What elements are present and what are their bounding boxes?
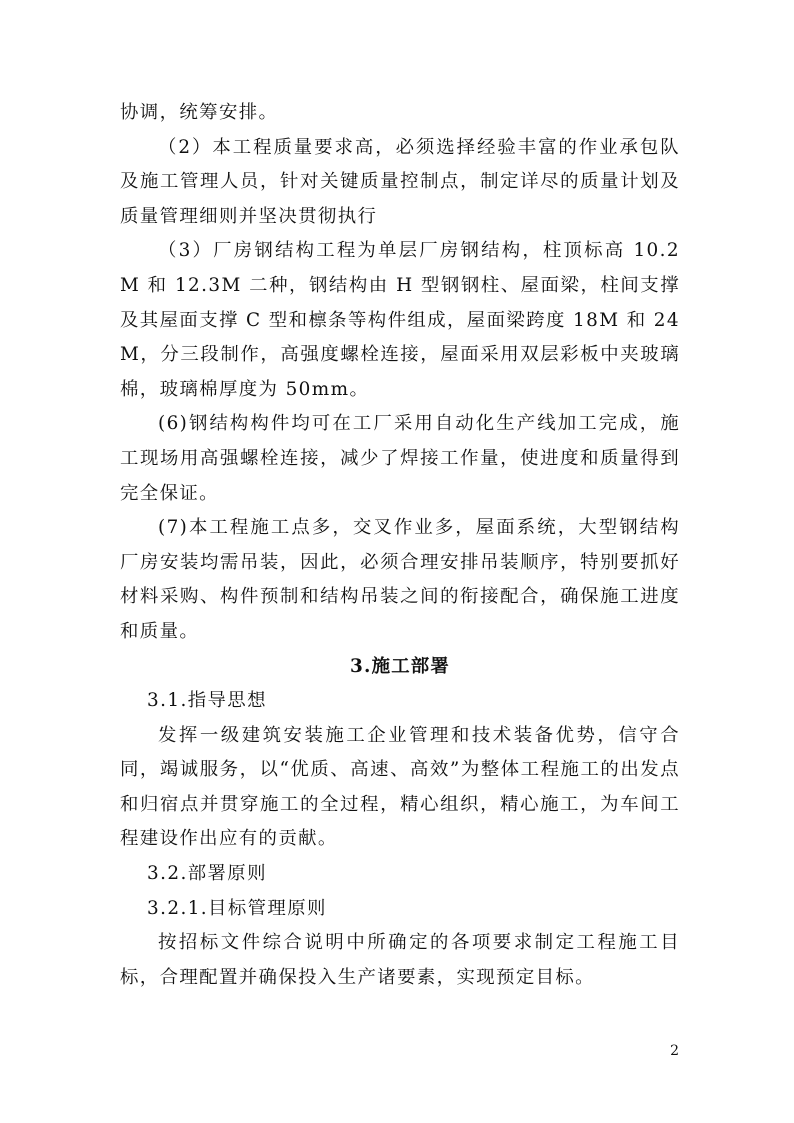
- section-title: 3.施工部署: [350, 655, 450, 677]
- paragraph-item-2: （2）本工程质量要求高，必须选择经验丰富的作业承包队及施工管理人员，针对关键质量控制点，制定详尽的质量计划及质量管理细则并坚决贯彻执行: [120, 136, 680, 227]
- paragraph-item-6: (6)钢结构构件均可在工厂采用自动化生产线加工完成，施工现场用高强螺栓连接，减少了焊接工作量，使进度和质量得到完全保证。: [120, 413, 680, 504]
- paragraph-item-7: (7)本工程施工点多，交叉作业多，屋面系统，大型钢结构厂房安装均需吊装，因此，必须合理安排吊装顺序，特别要抓好材料采购、构件预制和结构吊装之间的衔接配合，确保施工进度和质量。: [120, 517, 680, 642]
- page-number: 2: [670, 1043, 679, 1059]
- target-management-paragraph: 按招标文件综合说明中所确定的各项要求制定工程施工目标，合理配置并确保投入生产诸要素，实现预定目标。: [120, 932, 680, 988]
- paragraph-continuation: 协调，统筹安排。: [120, 102, 279, 123]
- paragraph-item-3: （3）厂房钢结构工程为单层厂房钢结构，柱顶标高 10.2M 和 12.3M 二种，钢结构由 H 型钢钢柱、屋面梁，柱间支撑及其屋面支撑 C 型和檩条等构件组成，屋面梁跨度 18M 和 24M，分三段制作，高强度螺栓连接，屋面采用双层彩板中夹玻璃棉，玻璃棉厚度为 50mm。: [120, 240, 680, 400]
- guiding-thought-paragraph: 发挥一级建筑安装施工企业管理和技术装备优势，信守合同，竭诚服务，以“优质、高速、高效”为整体工程施工的出发点和归宿点并贯穿施工的全过程，精心组织，精心施工，为车间工程建设作出应有的贡献。: [120, 724, 680, 850]
- subsection-target-management: 3.2.1.目标管理原则: [147, 897, 327, 919]
- page-body: [120, 96, 680, 995]
- subsection-guiding-thought: 3.1.指导思想: [147, 690, 267, 712]
- subsection-deployment-principles: 3.2.部署原则: [147, 863, 267, 885]
